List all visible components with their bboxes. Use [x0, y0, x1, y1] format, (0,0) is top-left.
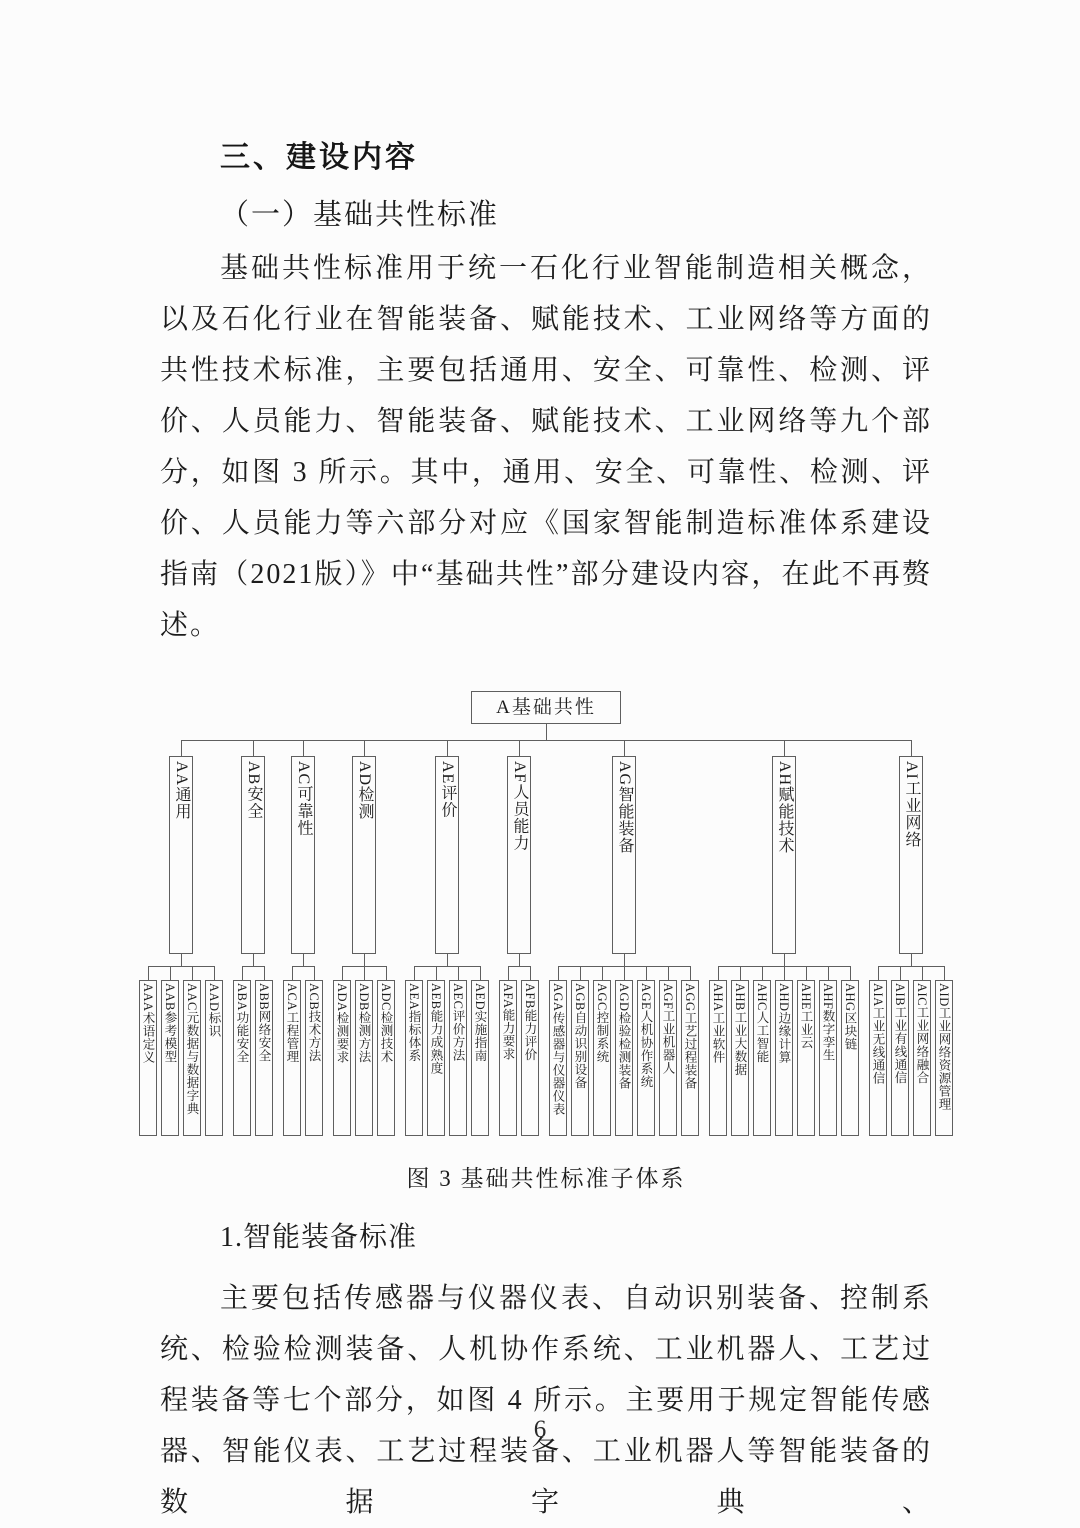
tree-leaf-node: AAC元数据与数据字典: [183, 980, 201, 1136]
tree-leaf-node: AGG工艺过程装备: [681, 980, 699, 1136]
tree-group: [704, 740, 864, 1136]
tree-leaf-wrap: [469, 966, 491, 1136]
tree-branches-row: [134, 740, 958, 1136]
item-heading-smart-equipment: 1.智能装备标准: [220, 1222, 418, 1253]
tree-leaf-node: AHA工业软件: [709, 980, 727, 1136]
tree-leaf-node: ADC检测技术: [377, 980, 395, 1136]
tree-leaves-row: [137, 966, 225, 1136]
tree-group: [864, 740, 958, 1136]
tree-leaf-wrap: [817, 966, 839, 1136]
tree-leaves-row: [281, 966, 325, 1136]
tree-leaf-node: AGB自动识别设备: [571, 980, 589, 1136]
tree-leaf-wrap: [911, 966, 933, 1136]
tree-leaf-wrap: [203, 966, 225, 1136]
tree-leaf-node: AGF工业机器人: [659, 980, 677, 1136]
tree-leaves-row: [497, 966, 541, 1136]
tree-group: [134, 740, 228, 1136]
connector-line: [911, 954, 912, 966]
connector-line: [519, 954, 520, 966]
connector-line: [546, 724, 547, 740]
tree-leaf-node: AHF数字孪生: [819, 980, 837, 1136]
connector-line: [447, 954, 448, 966]
tree-leaf-wrap: [795, 966, 817, 1136]
tree-branch-node: AI工业网络: [899, 756, 923, 954]
tree-leaf-node: ACA工程管理: [283, 980, 301, 1136]
tree-leaves-row: [231, 966, 275, 1136]
tree-leaf-node: AID工业网络资源管理: [935, 980, 953, 1136]
paragraph-smart-equipment: 主要包括传感器与仪器仪表、自动识别装备、控制系统、检验检测装备、人机协作系统、工业机器人、工艺过程装备等七个部分，如图 4 所示。主要用于规定智能传感器、智能仪表、工艺过程装备、工业机器人等智能装备的数据字典、: [160, 1283, 932, 1518]
connector-line: [364, 954, 365, 966]
tree-leaf-wrap: [519, 966, 541, 1136]
tree-branch-node: AD检测: [352, 756, 376, 954]
tree-branch-node: AB安全: [241, 756, 265, 954]
tree-leaves-row: [707, 966, 861, 1136]
tree-group: [544, 740, 704, 1136]
tree-leaf-node: AIC工业网络融合: [913, 980, 931, 1136]
connector-line: [784, 954, 785, 966]
standards-tree-diagram: [141, 691, 951, 1136]
tree-branch-node: AH赋能技术: [772, 756, 796, 954]
figure-caption: 图 3 基础共性标准子体系: [406, 1166, 686, 1191]
tree-leaf-node: AGE人机协作系统: [637, 980, 655, 1136]
tree-leaf-wrap: [303, 966, 325, 1136]
tree-leaf-node: ABA功能安全: [233, 980, 251, 1136]
tree-leaf-node: AAA术语定义: [139, 980, 157, 1136]
tree-leaf-node: AGC控制系统: [593, 980, 611, 1136]
tree-branch-node: AG智能装备: [612, 756, 636, 954]
tree-leaf-node: AEB能力成熟度: [427, 980, 445, 1136]
tree-leaf-node: AFB能力评价: [521, 980, 539, 1136]
tree-leaf-wrap: [591, 966, 613, 1136]
tree-leaf-wrap: [375, 966, 397, 1136]
connector-line: [181, 954, 182, 966]
tree-leaf-wrap: [403, 966, 425, 1136]
tree-leaf-node: ADA检测要求: [333, 980, 351, 1136]
tree-leaf-node: AEC评价方法: [449, 980, 467, 1136]
tree-leaf-wrap: [159, 966, 181, 1136]
tree-leaf-wrap: [353, 966, 375, 1136]
subsection-heading: （一）基础共性标准: [220, 199, 500, 231]
tree-leaf-wrap: [867, 966, 889, 1136]
tree-leaves-row: [867, 966, 955, 1136]
tree-branch-node: AF人员能力: [507, 756, 531, 954]
tree-leaf-wrap: [679, 966, 701, 1136]
connector-line: [303, 954, 304, 966]
tree-leaf-wrap: [331, 966, 353, 1136]
tree-leaf-node: AED实施指南: [471, 980, 489, 1136]
tree-group: [278, 740, 328, 1136]
tree-leaf-wrap: [707, 966, 729, 1136]
tree-leaf-node: ACB技术方法: [305, 980, 323, 1136]
tree-leaf-node: AHC人工智能: [753, 980, 771, 1136]
tree-leaf-node: AGA传感器与仪器仪表: [549, 980, 567, 1136]
tree-leaf-wrap: [547, 966, 569, 1136]
tree-group: [494, 740, 544, 1136]
tree-leaf-node: AGD检验检测装备: [615, 980, 633, 1136]
page-number: 6: [533, 1416, 547, 1443]
tree-leaf-node: AHB工业大数据: [731, 980, 749, 1136]
tree-branch-node: AA通用: [169, 756, 193, 954]
tree-leaf-node: ADB检测方法: [355, 980, 373, 1136]
figure-3-block: [141, 691, 951, 1193]
tree-leaves-row: [547, 966, 701, 1136]
tree-leaf-wrap: [231, 966, 253, 1136]
tree-leaf-wrap: [613, 966, 635, 1136]
tree-leaf-wrap: [773, 966, 795, 1136]
tree-leaf-node: AHG区块链: [841, 980, 859, 1136]
paragraph-basic-common: 基础共性标准用于统一石化行业智能制造相关概念，以及石化行业在智能装备、赋能技术、工业网络等方面的共性技术标准，主要包括通用、安全、可靠性、检测、评价、人员能力、智能装备、赋能技术、工业网络等九个部分，如图 3 所示。其中，通用、安全、可靠性、检测、评价、人员能力等六部分对应《国家智能制造标准体系建设指南（2021版）》中“基础共性”部分建设内容，在此不再赘述。: [160, 253, 932, 641]
tree-leaf-wrap: [751, 966, 773, 1136]
tree-group: [228, 740, 278, 1136]
tree-leaf-node: AAD标识: [205, 980, 223, 1136]
tree-leaf-node: ABB网络安全: [255, 980, 273, 1136]
tree-leaves-row: [331, 966, 397, 1136]
tree-branch-node: AE评价: [435, 756, 459, 954]
tree-leaf-wrap: [497, 966, 519, 1136]
tree-leaf-wrap: [889, 966, 911, 1136]
tree-leaf-wrap: [635, 966, 657, 1136]
tree-group: [328, 740, 400, 1136]
tree-leaf-wrap: [657, 966, 679, 1136]
tree-leaf-node: AHE工业云: [797, 980, 815, 1136]
tree-group: [400, 740, 494, 1136]
tree-leaf-wrap: [729, 966, 751, 1136]
tree-leaf-wrap: [281, 966, 303, 1136]
connector-line: [253, 954, 254, 966]
tree-leaf-node: AAB参考模型: [161, 980, 179, 1136]
tree-root-node: A基础共性: [471, 691, 621, 724]
section-heading: 三、建设内容: [220, 141, 418, 174]
tree-leaf-wrap: [425, 966, 447, 1136]
tree-leaf-node: AFA能力要求: [499, 980, 517, 1136]
tree-leaves-row: [403, 966, 491, 1136]
tree-leaf-wrap: [447, 966, 469, 1136]
tree-leaf-wrap: [839, 966, 861, 1136]
tree-leaf-wrap: [137, 966, 159, 1136]
connector-line: [624, 954, 625, 966]
tree-leaf-node: AIA工业无线通信: [869, 980, 887, 1136]
tree-leaf-node: AEA指标体系: [405, 980, 423, 1136]
tree-leaf-wrap: [933, 966, 955, 1136]
tree-leaf-node: AIB工业有线通信: [891, 980, 909, 1136]
tree-leaf-wrap: [181, 966, 203, 1136]
tree-leaf-wrap: [569, 966, 591, 1136]
tree-leaf-wrap: [253, 966, 275, 1136]
tree-leaf-node: AHD边缘计算: [775, 980, 793, 1136]
tree-branch-node: AC可靠性: [291, 756, 315, 954]
